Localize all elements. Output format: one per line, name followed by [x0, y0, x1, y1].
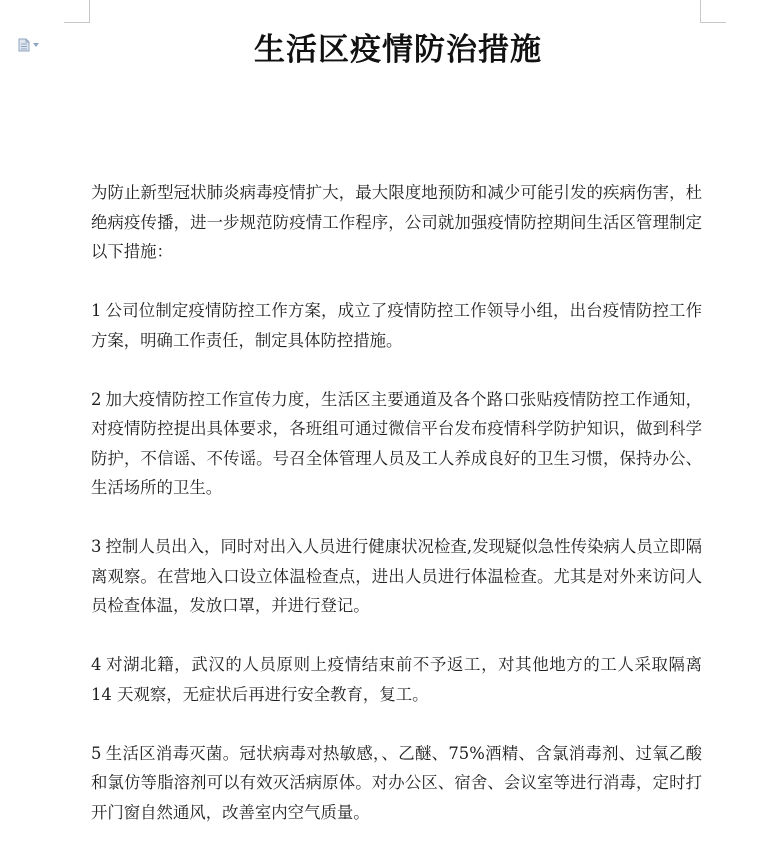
intro-paragraph: 为防止新型冠状肺炎病毒疫情扩大，最大限度地预防和减少可能引发的疾病伤害，杜绝病疫传播，进一步规范防疫情工作程序，公司就加强疫情防控期间生活区管理制定以下措施：	[91, 183, 702, 261]
measure-text: 加大疫情防控工作宣传力度，生活区主要通道及各个路口张贴疫情防控工作通知，对疫情防控提出具体要求，各班组可通过微信平台发布疫情科学防护知识，做到科学防护，不信谣、不传谣。号召全体管理人员及工人养成良好的卫生习惯，保持办公、生活场所的卫生。	[91, 389, 702, 497]
measure-text: 生活区消毒灭菌。冠状病毒对热敏感，、乙醚、75%酒精、含氯消毒剂、过氧乙酸和氯仿等脂溶剂可以有效灭活病原体。对办公区、宿舍、会议室等进行消毒，定时打开门窗自然通风，改善室内空气质量。	[91, 743, 702, 822]
document-body	[91, 178, 702, 857]
measure-number: 5	[91, 743, 102, 763]
measure-item-3	[91, 532, 702, 621]
measure-item-4	[91, 650, 702, 709]
measure-number: 4	[91, 655, 102, 674]
measure-number: 3	[91, 537, 102, 556]
document-title: 生活区疫情防治措施	[254, 32, 542, 68]
margin-mark-top-right	[700, 0, 726, 23]
measure-text: 对湖北籍，武汉的人员原则上疫情结束前不予返工，对其他地方的工人采取隔离 14 天观察，无症状后再进行安全教育，复工。	[91, 655, 702, 704]
measure-text: 控制人员出入，同时对出入人员进行健康状况检查,发现疑似急性传染病人员立即隔离观察。在营地入口设立体温检查点，进出人员进行体温检查。尤其是对外来访问人员检查体温，发放口罩，并进行登记。	[91, 537, 702, 615]
measure-item-1	[91, 296, 702, 355]
measure-item-2	[91, 385, 702, 503]
margin-mark-top-left	[64, 0, 90, 23]
measure-number: 1	[91, 301, 102, 320]
measure-item-5	[91, 739, 702, 828]
measure-text: 公司位制定疫情防控工作方案，成立了疫情防控工作领导小组，出台疫情防控工作方案，明确工作责任，制定具体防控措施。	[91, 301, 702, 350]
measure-number: 2	[91, 389, 102, 409]
